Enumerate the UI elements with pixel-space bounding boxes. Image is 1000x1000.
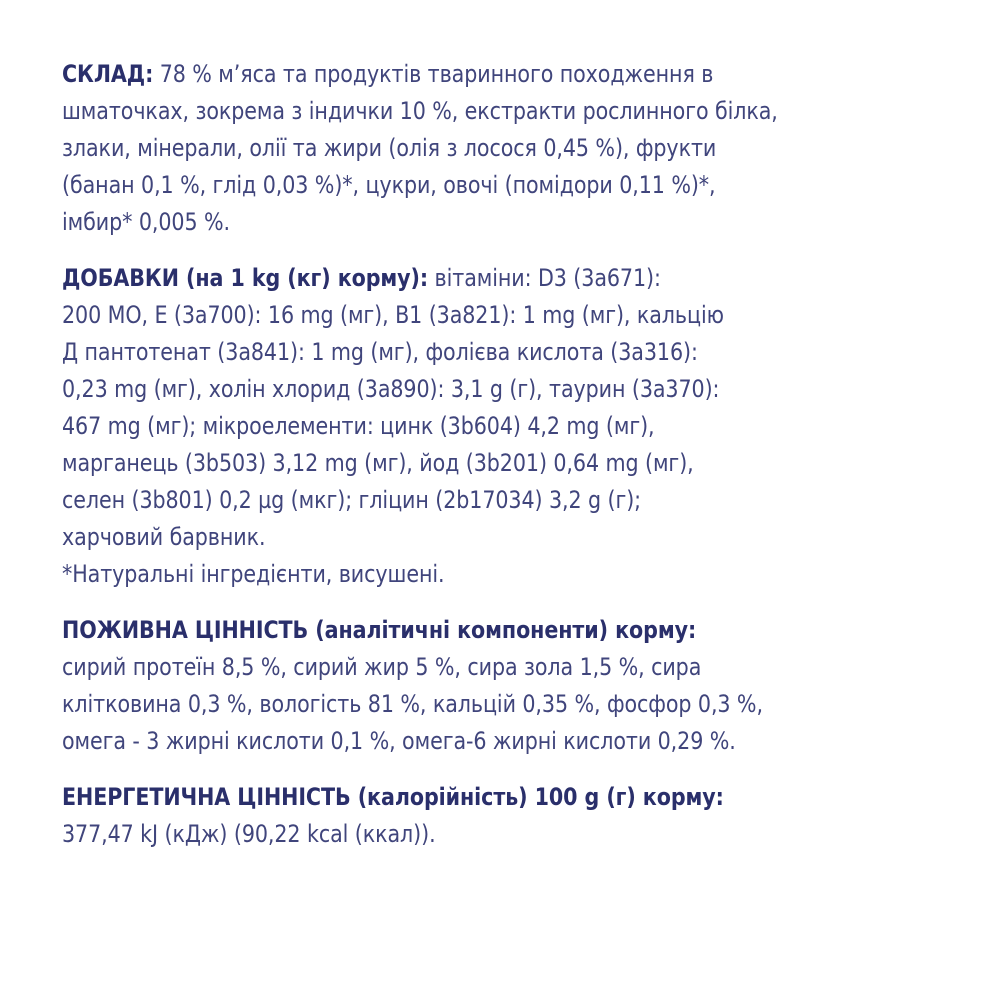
additives-text: вітаміни: D3 (3a671): (428, 264, 661, 292)
nutritional-value-line-1: сирий протеїн 8,5 %, сирий жир 5 %, сира зола 1,5 %, сира (62, 653, 702, 681)
section-composition (62, 56, 962, 241)
additives-line-5: 467 mg (мг); мікроелементи: цинк (3b604) 4,2 mg (мг), (62, 412, 655, 440)
nutritional-value-line-3: омега - 3 жирні кислоти 0,1 %, омега-6 жирні кислоти 0,29 %. (62, 727, 736, 755)
composition-line-1 (62, 56, 962, 93)
additives-line-3: Д пантотенат (3a841): 1 mg (мг), фолієва кислота (3a316): (62, 338, 698, 366)
nutritional-value-line-2: клітковина 0,3 %, вологість 81 %, кальцій 0,35 %, фосфор 0,3 %, (62, 690, 763, 718)
additives-line-2: 200 МО, Е (3a700): 16 mg (мг), В1 (3a821): 1 mg (мг), кальцію (62, 301, 724, 329)
additives-line-4: 0,23 mg (мг), холін хлорид (3a890): 3,1 g (г), таурин (3a370): (62, 375, 720, 403)
composition-heading: СКЛАД: (62, 60, 154, 88)
additives-line-6: марганець (3b503) 3,12 mg (мг), йод (3b201) 0,64 mg (мг), (62, 449, 694, 477)
section-energy-value (62, 779, 962, 853)
composition-text: 78 % м’яса та продуктів тваринного походження в (153, 60, 714, 88)
footnote-natural-ingredients: *Натуральні інгредієнти, висушені. (62, 560, 445, 588)
additives-line-8: харчовий барвник. (62, 523, 266, 551)
composition-line-2: шматочках, зокрема з індички 10 %, екстракти рослинного білка, (62, 97, 778, 125)
composition-line-5: імбир* 0,005 %. (62, 208, 230, 236)
composition-line-4: (банан 0,1 %, глід 0,03 %)*, цукри, овочі (помідори 0,11 %)*, (62, 171, 716, 199)
additives-line-1 (62, 260, 962, 297)
energy-value-line-1: 377,47 kJ (кДж) (90,22 kcal (ккал)). (62, 820, 436, 848)
additives-heading: ДОБАВКИ (на 1 kg (кг) корму): (62, 264, 429, 292)
nutritional-value-heading: ПОЖИВНА ЦІННІСТЬ (аналітичні компоненти) корму: (62, 616, 697, 644)
section-additives (62, 260, 962, 593)
section-nutritional-value (62, 612, 962, 760)
product-label-text (62, 56, 962, 872)
composition-line-3: злаки, мінерали, олії та жири (олія з лосося 0,45 %), фрукти (62, 134, 717, 162)
additives-line-7: селен (3b801) 0,2 µg (мкг); гліцин (2b17034) 3,2 g (г); (62, 486, 642, 514)
energy-value-heading: ЕНЕРГЕТИЧНА ЦІННІСТЬ (калорійність) 100 g (г) корму: (62, 783, 724, 811)
